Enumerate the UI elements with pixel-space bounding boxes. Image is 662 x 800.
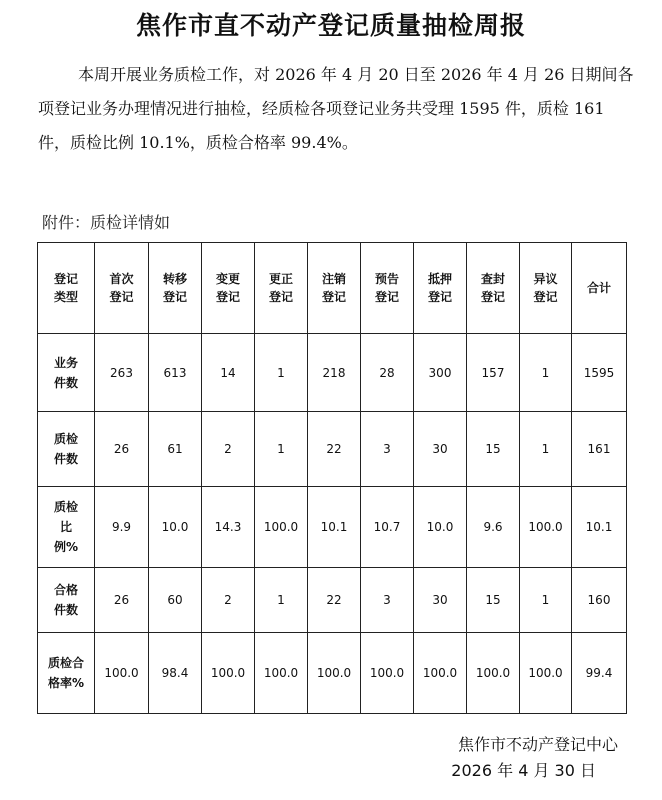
header-cell (95, 243, 149, 334)
table-cell: 300 (414, 334, 467, 412)
table-cell: 10.1 (572, 487, 627, 568)
table-cell: 61 (149, 412, 202, 487)
table-cell: 1 (520, 412, 572, 487)
header-cell (467, 243, 520, 334)
signature-block (451, 732, 618, 784)
table-cell: 1595 (572, 334, 627, 412)
header-cell (308, 243, 361, 334)
table-cell: 1 (255, 568, 308, 633)
table-cell: 98.4 (149, 633, 202, 714)
table-cell: 26 (95, 412, 149, 487)
header-cell (202, 243, 255, 334)
table-cell: 9.6 (467, 487, 520, 568)
table-row-pass-rate (38, 633, 627, 714)
header-label: 抵押登记 (427, 272, 452, 304)
table-cell: 100.0 (520, 487, 572, 568)
header-label: 预告登记 (374, 272, 399, 304)
header-label: 注销登记 (321, 272, 346, 304)
attachment-label: 附件：质检详情如 (42, 213, 171, 232)
row-label: 合格件数 (53, 583, 78, 617)
table-cell: 10.0 (414, 487, 467, 568)
row-header (38, 633, 95, 714)
row-label: 质检件数 (53, 432, 78, 466)
table-cell: 100.0 (520, 633, 572, 714)
table-cell: 2 (202, 568, 255, 633)
row-header (38, 487, 95, 568)
table-cell: 30 (414, 568, 467, 633)
header-cell (361, 243, 414, 334)
table-cell: 10.1 (308, 487, 361, 568)
header-label: 查封登记 (480, 272, 505, 304)
table-row-pass-count (38, 568, 627, 633)
table-row-check-count (38, 412, 627, 487)
table-cell: 100.0 (308, 633, 361, 714)
header-label: 转移登记 (162, 272, 187, 304)
row-label: 质检合格率% (47, 656, 84, 690)
table-cell: 3 (361, 568, 414, 633)
table-cell: 2 (202, 412, 255, 487)
table-cell: 161 (572, 412, 627, 487)
header-label: 首次登记 (109, 272, 134, 304)
header-cell (414, 243, 467, 334)
row-label: 业务件数 (53, 355, 78, 390)
table-cell: 99.4 (572, 633, 627, 714)
quality-check-table (37, 242, 627, 714)
table-cell: 100.0 (202, 633, 255, 714)
table-cell: 9.9 (95, 487, 149, 568)
table-cell: 15 (467, 412, 520, 487)
table-cell: 100.0 (255, 633, 308, 714)
header-cell (520, 243, 572, 334)
issue-date: 2026 年 4 月 30 日 (451, 761, 596, 780)
table-cell: 1 (255, 412, 308, 487)
table-cell: 30 (414, 412, 467, 487)
header-cell (572, 243, 627, 334)
table-cell: 1 (520, 568, 572, 633)
table-cell: 157 (467, 334, 520, 412)
table-cell: 28 (361, 334, 414, 412)
table-row-check-ratio (38, 487, 627, 568)
header-label: 更正登记 (268, 272, 293, 304)
report-title: 焦作市直不动产登记质量抽检周报 (135, 11, 526, 40)
header-cell (255, 243, 308, 334)
header-label: 异议登记 (533, 272, 558, 304)
issuing-organization: 焦作市不动产登记中心 (457, 735, 618, 754)
table-cell: 613 (149, 334, 202, 412)
table-row-business-count (38, 334, 627, 412)
row-label: 质检比例% (53, 500, 78, 554)
table-cell: 10.7 (361, 487, 414, 568)
table-cell: 1 (255, 334, 308, 412)
header-cell (149, 243, 202, 334)
table-cell: 3 (361, 412, 414, 487)
table-cell: 160 (572, 568, 627, 633)
table-cell: 14 (202, 334, 255, 412)
table-cell: 10.0 (149, 487, 202, 568)
table-cell: 14.3 (202, 487, 255, 568)
table-cell: 26 (95, 568, 149, 633)
table-cell: 22 (308, 568, 361, 633)
row-header (38, 568, 95, 633)
table-cell: 100.0 (95, 633, 149, 714)
header-label: 变更登记 (215, 272, 240, 304)
header-corner (38, 243, 95, 334)
header-corner-label: 登记类型 (53, 272, 78, 304)
table-cell: 15 (467, 568, 520, 633)
row-header (38, 412, 95, 487)
row-header (38, 334, 95, 412)
table-cell: 263 (95, 334, 149, 412)
table-cell: 1 (520, 334, 572, 412)
table-cell: 100.0 (361, 633, 414, 714)
table-cell: 100.0 (414, 633, 467, 714)
table-cell: 100.0 (255, 487, 308, 568)
intro-text: 本周开展业务质检工作，对 2026 年 4 月 20 日至 2026 年 4 月 26 日期间各项登记业务办理情况进行抽检，经质检各项登记业务共受理 1595 件，质检 161 件，质检比例 10.1%，质检合格率 99.4%。 (38, 65, 634, 152)
header-label: 合计 (586, 281, 611, 295)
table-header-row (38, 243, 627, 334)
table-cell: 218 (308, 334, 361, 412)
table-cell: 100.0 (467, 633, 520, 714)
table-cell: 22 (308, 412, 361, 487)
intro-paragraph (38, 58, 638, 160)
table-cell: 60 (149, 568, 202, 633)
